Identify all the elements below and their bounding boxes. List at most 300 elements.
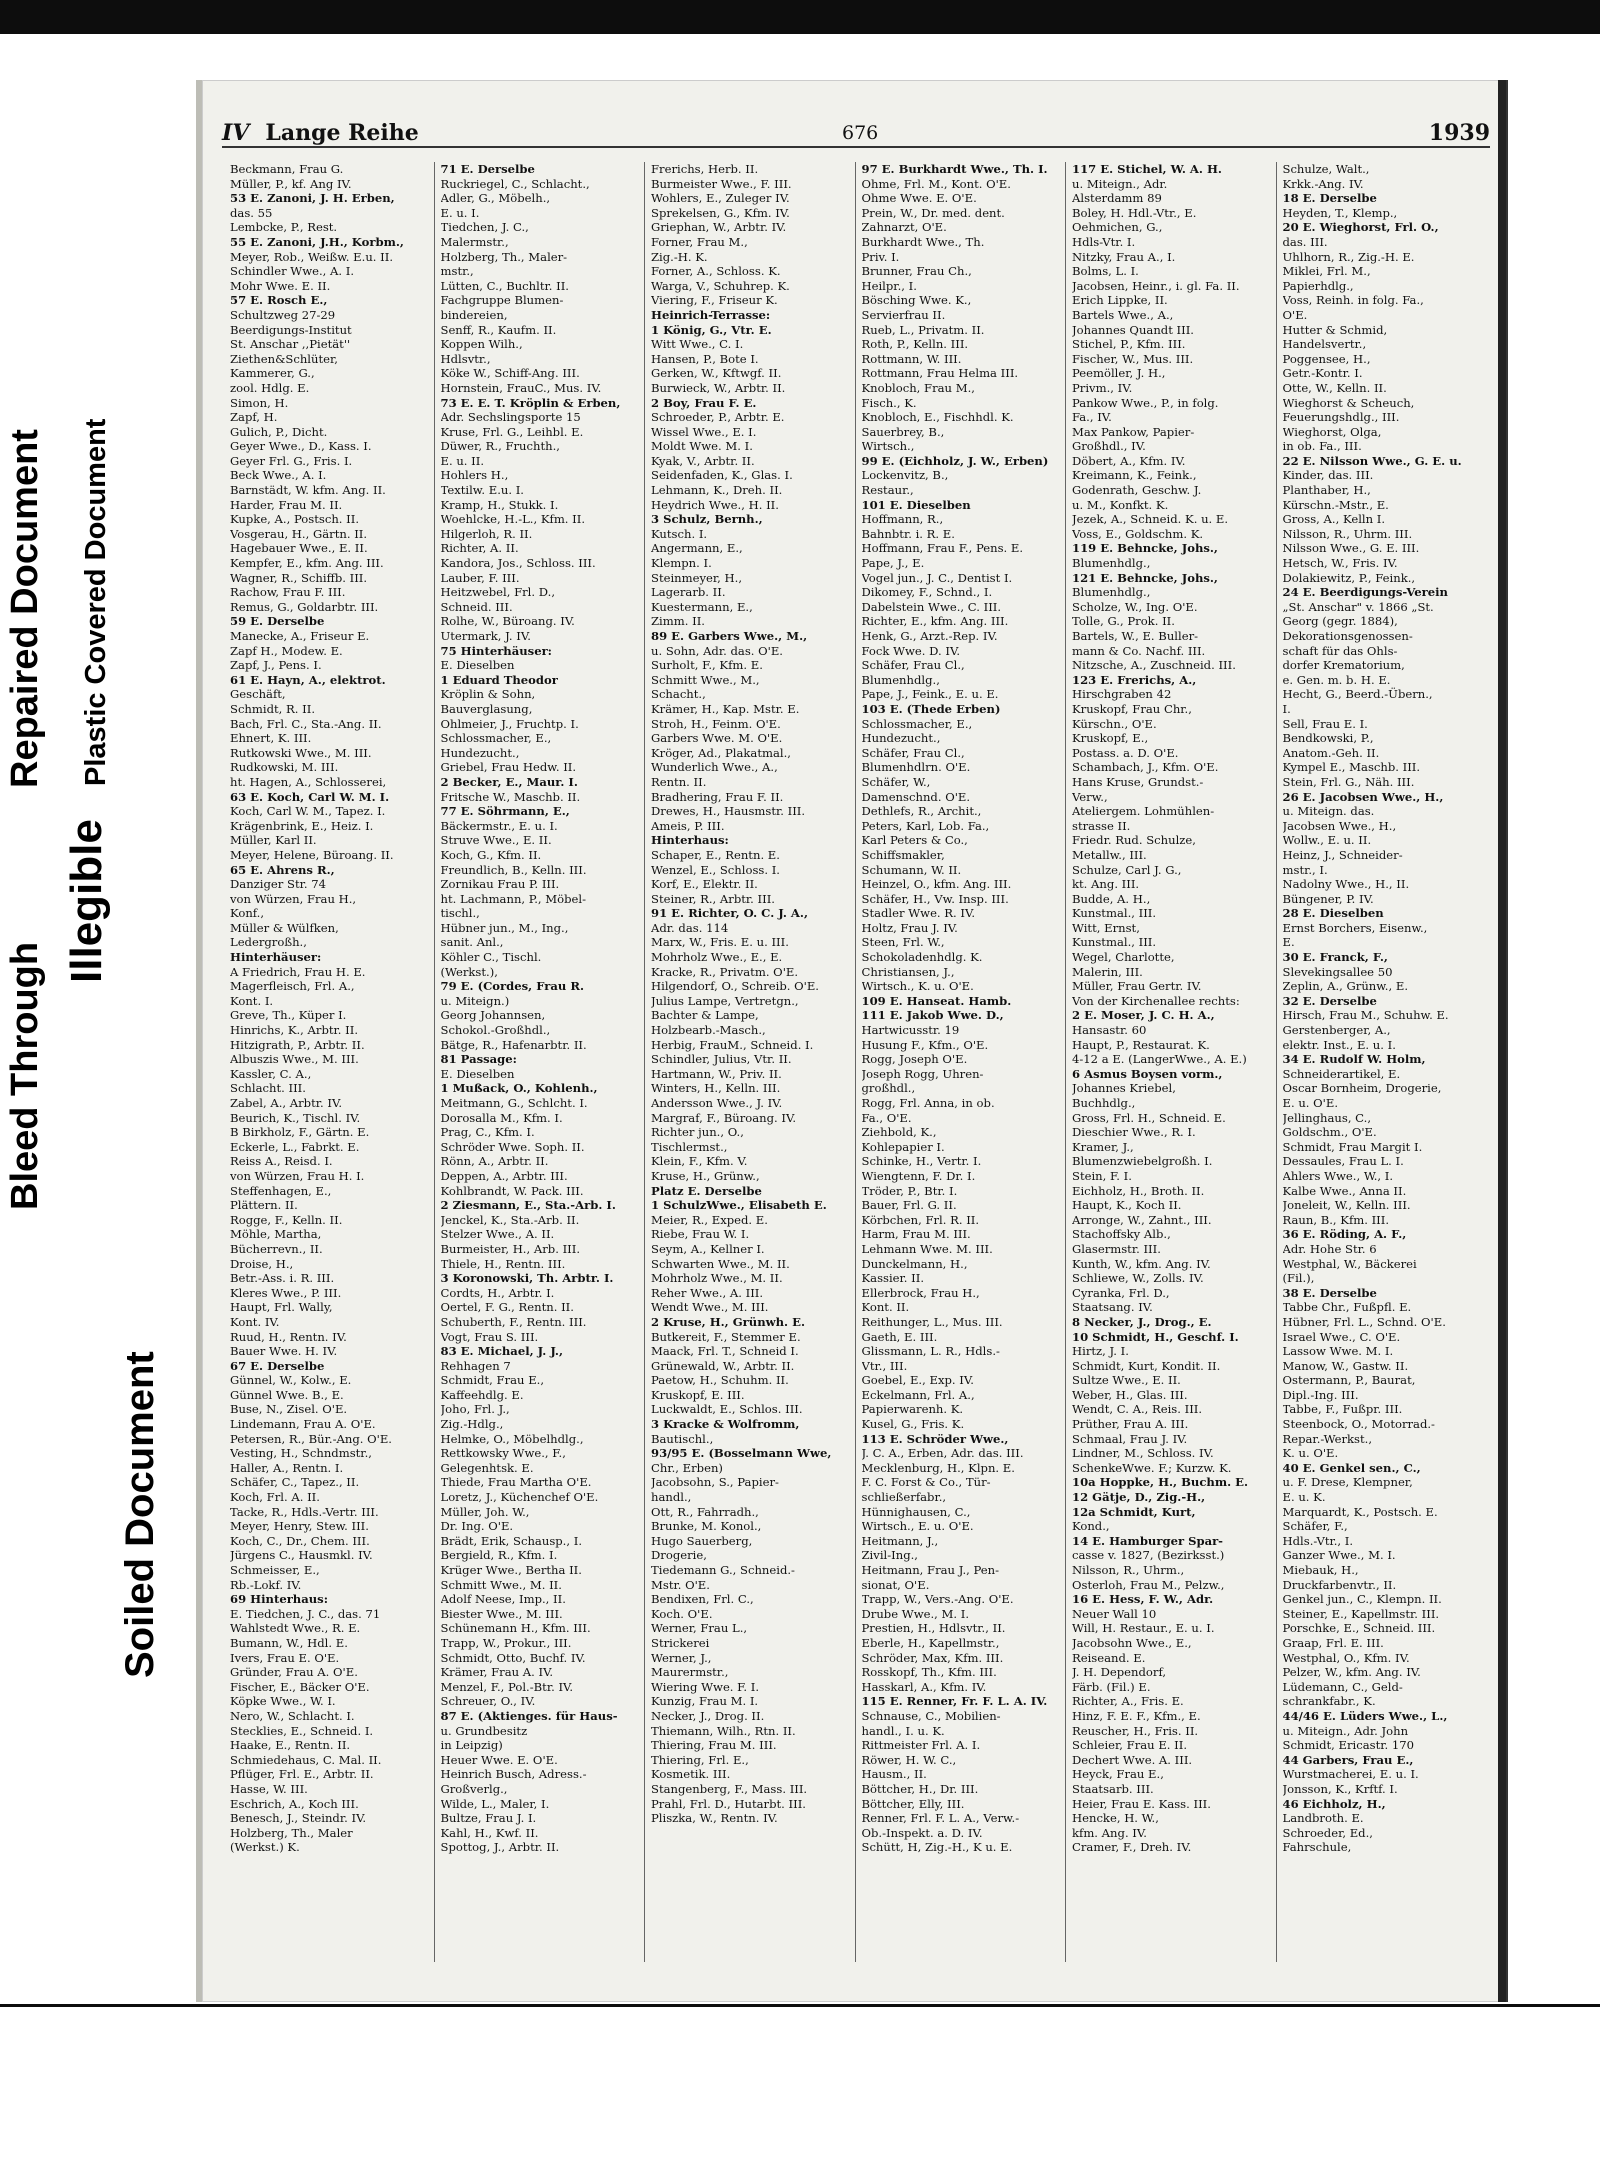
directory-entry: Heinrich Busch, Adress.-	[440, 1767, 587, 1782]
directory-entry: Hoffmann, Frau F., Pens. E.	[861, 541, 1024, 556]
directory-entry: Hencke, H. W.,	[1072, 1811, 1159, 1826]
directory-columns	[224, 162, 1486, 1962]
directory-entry: Holzberg, Th., Maler	[230, 1825, 353, 1840]
directory-entry: 14 E. Hamburger Spar-	[1072, 1533, 1223, 1548]
directory-entry: Heinzel, O., kfm. Ang. III.	[861, 877, 1012, 892]
directory-entry: Eschrich, A., Koch III.	[230, 1796, 359, 1811]
directory-entry: Hdls-Vtr. I.	[1072, 234, 1136, 249]
directory-entry: „St. Anschar" v. 1866 „St.	[1282, 599, 1434, 614]
directory-entry: Thiede, Frau Martha O'E.	[440, 1475, 592, 1490]
directory-entry: Thiering, Frau M. III.	[651, 1738, 777, 1753]
district-number: IV	[222, 120, 250, 146]
directory-entry: Chr., Erben)	[651, 1460, 723, 1475]
directory-entry: Jenckel, K., Sta.-Arb. II.	[440, 1212, 580, 1227]
directory-entry: Lehmann, K., Dreh. II.	[651, 483, 783, 498]
directory-entry: u. Miteign., Adr. John	[1282, 1723, 1409, 1738]
directory-entry: Verw.,	[1072, 789, 1108, 804]
directory-entry: Rönn, A., Arbtr. II.	[440, 1154, 549, 1169]
directory-entry: Beurich, K., Tischl. IV.	[230, 1110, 361, 1125]
directory-entry: E. u. II.	[440, 453, 485, 468]
directory-entry: 30 E. Franck, F.,	[1282, 950, 1388, 965]
directory-entry: Kleres Wwe., P. III.	[230, 1285, 342, 1300]
directory-entry: Poggensee, H.,	[1282, 351, 1371, 366]
directory-entry: Kramer, J.,	[1072, 1139, 1134, 1154]
directory-entry: 20 E. Wieghorst, Frl. O.,	[1282, 220, 1439, 235]
directory-entry: Fock Wwe. D. IV.	[861, 643, 961, 658]
directory-entry: Heinz, J., Schneider-	[1282, 847, 1403, 862]
directory-entry: Müller, P., kf. Ang IV.	[230, 176, 352, 191]
directory-entry: von Würzen, Frau H.,	[230, 891, 357, 906]
directory-entry: Heitmann, J.,	[861, 1533, 939, 1548]
directory-entry: Peters, Karl, Lob. Fa.,	[861, 818, 990, 833]
street-name: Lange Reihe	[265, 120, 419, 146]
directory-entry: u. M., Konfkt. K.	[1072, 497, 1169, 512]
directory-entry: Petersen, R., Bür.-Ang. O'E.	[230, 1431, 392, 1446]
directory-entry: Hoffmann, R.,	[861, 512, 944, 527]
directory-entry: Koch. O'E.	[651, 1606, 713, 1621]
directory-entry: Geyer Wwe., D., Kass. I.	[230, 439, 372, 454]
directory-entry: Thiele, H., Rentn. III.	[440, 1256, 566, 1271]
directory-entry: Peemöller, J. H.,	[1072, 366, 1166, 381]
directory-entry: Bergield, R., Kfm. I.	[440, 1548, 558, 1563]
directory-entry: Privm., IV.	[1072, 380, 1133, 395]
directory-entry: Magerfleisch, Frl. A.,	[230, 979, 355, 994]
directory-entry: Koppen Wilh.,	[440, 337, 523, 352]
directory-entry: Hünnighausen, C.,	[861, 1504, 971, 1519]
directory-entry: Trapp, W., Prokur., III.	[440, 1635, 572, 1650]
directory-entry: e. Gen. m. b. H. E.	[1282, 672, 1391, 687]
directory-entry: Pflüger, Frl. E., Arbtr. II.	[230, 1767, 374, 1782]
directory-entry: Rutkowski Wwe., M. III.	[230, 745, 372, 760]
directory-entry: Hasse, W. III.	[230, 1781, 308, 1796]
directory-entry: Adolf Neese, Imp., II.	[440, 1592, 566, 1607]
directory-entry: Bätge, R., Hafenarbtr. II.	[440, 1037, 587, 1052]
directory-entry: 93/95 E. (Bosselmann Wwe,	[651, 1446, 832, 1461]
directory-entry: O'E.	[1282, 307, 1308, 322]
directory-entry: Ostermann, P., Baurat,	[1282, 1373, 1416, 1388]
directory-entry: 26 E. Jacobsen Wwe., H.,	[1282, 789, 1444, 804]
directory-entry: Kympel E., Maschb. III.	[1282, 760, 1421, 775]
directory-entry: Kracke, R., Privatm. O'E.	[651, 964, 799, 979]
directory-entry: Fa., O'E.	[861, 1110, 912, 1125]
directory-entry: SchenkeWwe. F.; Kurzw. K.	[1072, 1460, 1232, 1475]
directory-entry: casse v. 1827, (Bezirksst.)	[1072, 1548, 1225, 1563]
directory-entry: Schmidt, R. II.	[230, 701, 316, 716]
directory-entry: Gaeth, E. III.	[861, 1329, 938, 1344]
directory-entry: Harm, Frau M. III.	[861, 1227, 971, 1242]
directory-entry: Moldt Wwe. M. I.	[651, 439, 753, 454]
directory-entry: Zabel, A., Arbtr. IV.	[230, 1096, 343, 1110]
directory-entry: Oertel, F. G., Rentn. II.	[440, 1300, 574, 1315]
directory-entry: 77 E. Söhrmann, E.,	[440, 804, 570, 819]
directory-entry: 109 E. Hanseat. Hamb.	[861, 993, 1012, 1008]
directory-entry: Erich Lippke, II.	[1072, 293, 1168, 308]
directory-entry: Slevekingsallee 50	[1282, 964, 1393, 979]
directory-entry: Wirtsch., E. u. O'E.	[861, 1519, 974, 1534]
directory-entry: Müller & Wülfken,	[230, 920, 339, 935]
directory-entry: Reiseand. E.	[1072, 1650, 1146, 1665]
directory-entry: Ziethen&Schlüter,	[230, 351, 338, 366]
directory-entry: E. u. K.	[1282, 1490, 1326, 1505]
directory-entry: 2 E. Moser, J. C. H. A.,	[1072, 1008, 1215, 1023]
directory-entry: Schliewe, W., Zolls. IV.	[1072, 1271, 1204, 1286]
directory-entry: Necker, J., Drog. II.	[651, 1708, 765, 1723]
directory-entry: Rehhagen 7	[440, 1358, 511, 1373]
directory-entry: Sultze Wwe., E. II.	[1072, 1373, 1181, 1388]
directory-entry: Dessaules, Frau L. I.	[1282, 1154, 1404, 1169]
directory-entry: Gerstenberger, A.,	[1282, 1023, 1391, 1038]
directory-entry: mann & Co. Nachf. III.	[1072, 643, 1206, 658]
directory-entry: Hirtz, J. I.	[1072, 1344, 1129, 1359]
directory-entry: Winters, H., Kelln. III.	[651, 1081, 781, 1096]
directory-entry: Kont. IV.	[230, 1314, 280, 1329]
directory-entry: Koch, C., Dr., Chem. III.	[230, 1533, 370, 1548]
directory-entry: Kramp, H., Stukk. I.	[440, 497, 559, 512]
directory-entry: 2 Boy, Frau F. E.	[651, 395, 757, 410]
directory-entry: Krämer, Frau A. IV.	[440, 1665, 554, 1680]
column-1	[224, 162, 434, 1962]
directory-entry: Heitmann, Frau J., Pen-	[861, 1563, 1000, 1577]
directory-entry: in Leipzig)	[440, 1738, 503, 1753]
directory-entry: 44 Garbers, Frau E.,	[1282, 1752, 1414, 1767]
directory-entry: 1 Mußack, O., Kohlenh.,	[440, 1081, 598, 1096]
directory-entry: Ziehbold, K.,	[861, 1125, 937, 1140]
directory-entry: Eichholz, H., Broth. II.	[1072, 1183, 1205, 1198]
directory-entry: Kohlbrandt, W. Pack. III.	[440, 1183, 584, 1198]
directory-entry: Werner, J.,	[651, 1650, 712, 1665]
directory-entry: A Friedrich, Frau H. E.	[230, 964, 366, 979]
directory-entry: Kond.,	[1072, 1519, 1110, 1534]
directory-entry: Christiansen, J.,	[861, 964, 955, 979]
directory-entry: u. Miteign.)	[440, 993, 510, 1008]
directory-entry: Hugo Sauerberg,	[651, 1533, 753, 1548]
directory-entry: Tolle, G., Prok. II.	[1072, 614, 1175, 629]
directory-entry: Arronge, W., Zahnt., III.	[1072, 1212, 1212, 1227]
directory-entry: Dipl.-Ing. III.	[1282, 1387, 1359, 1402]
directory-entry: Nilsson Wwe., G. E. III.	[1282, 541, 1420, 556]
directory-entry: Dethlefs, R., Archit.,	[861, 804, 982, 819]
directory-entry: 69 Hinterhaus:	[230, 1592, 328, 1607]
directory-entry: Bartels Wwe., A.,	[1072, 307, 1174, 322]
directory-entry: Hinterhaus:	[651, 833, 729, 848]
directory-entry: 91 E. Richter, O. C. J. A.,	[651, 906, 808, 921]
directory-entry: handl.,	[651, 1490, 692, 1505]
directory-entry: Bahnbtr. i. R. E.	[861, 526, 955, 541]
directory-entry: Hilgerloh, R. II.	[440, 526, 533, 541]
directory-entry: Schwarten Wwe., M. II.	[651, 1256, 790, 1271]
directory-entry: Genkel jun., C., Klempn. II.	[1282, 1592, 1442, 1607]
directory-entry: Beerdigungs-Institut	[230, 322, 352, 337]
directory-entry: Ott, R., Fahrradh.,	[651, 1504, 759, 1519]
directory-entry: Heyden, T., Klemp.,	[1282, 205, 1398, 220]
directory-entry: Stangenberg, F., Mass. III.	[651, 1781, 808, 1796]
directory-entry: Oehmichen, G.,	[1072, 220, 1163, 235]
directory-entry: Prag, C., Kfm. I.	[440, 1125, 535, 1140]
directory-entry: Spottog, J., Arbtr. II.	[440, 1840, 560, 1855]
directory-entry: Hansen, P., Bote I.	[651, 351, 759, 366]
directory-entry: 34 E. Rudolf W. Holm,	[1282, 1052, 1426, 1067]
directory-entry: 1 König, G., Vtr. E.	[651, 322, 772, 337]
directory-entry: 1 SchulzWwe., Elisabeth E.	[651, 1198, 827, 1213]
directory-entry: Schokol.-Großhdl.,	[440, 1023, 551, 1038]
directory-entry: 3 Koronowski, Th. Arbtr. I.	[440, 1271, 614, 1286]
directory-entry: Eckelmann, Frl. A.,	[861, 1387, 975, 1402]
directory-entry: Bösching Wwe. K.,	[861, 293, 972, 308]
directory-entry: Haupt, Frl. Wally,	[230, 1300, 333, 1315]
directory-entry: Rb.-Lokf. IV.	[230, 1577, 302, 1592]
directory-entry: Schindler Wwe., A. I.	[230, 264, 355, 279]
directory-entry: Anatom.-Geh. II.	[1282, 745, 1380, 760]
directory-entry: schrankfabr., K.	[1282, 1694, 1376, 1709]
directory-entry: Prahl, Frl. D., Hutarbt. III.	[651, 1796, 806, 1811]
directory-entry: Bautischl.,	[651, 1431, 714, 1446]
directory-entry: 44/46 E. Lüders Wwe., L.,	[1282, 1708, 1448, 1723]
directory-entry: Hutter & Schmid,	[1282, 322, 1388, 337]
directory-entry: Holzbearb.-Masch.,	[651, 1023, 766, 1038]
directory-entry: strasse II.	[1072, 818, 1131, 833]
directory-entry: Ohme Wwe. E. O'E.	[861, 191, 977, 206]
directory-entry: Kruse, Frl. G., Leihbl. E.	[440, 424, 584, 439]
directory-entry: Schiffsmakler,	[861, 847, 945, 862]
directory-entry: Brunner, Frau Ch.,	[861, 264, 972, 279]
directory-entry: Dikomey, F., Schnd., I.	[861, 585, 993, 600]
directory-entry: Alsterdamm 89	[1072, 191, 1162, 206]
directory-entry: Bartels, W., E. Buller-	[1072, 629, 1199, 643]
directory-entry: J. H. Dependorf,	[1072, 1665, 1167, 1680]
directory-entry: u. Grundbesitz	[440, 1723, 528, 1738]
directory-entry: Wunderlich Wwe., A.,	[651, 760, 778, 775]
directory-entry: Bach, Frl. C., Sta.-Ang. II.	[230, 716, 382, 731]
directory-page	[196, 80, 1508, 2002]
directory-entry: Landbroth. E.	[1282, 1811, 1364, 1826]
directory-entry: Friedr. Rud. Schulze,	[1072, 833, 1196, 848]
directory-entry: Hornstein, FrauC., Mus. IV.	[440, 380, 602, 395]
directory-entry: Kyak, V., Arbtr. II.	[651, 453, 755, 468]
directory-entry: Hans Kruse, Grundst.-	[1072, 774, 1204, 789]
directory-entry: Helmke, O., Möbelhdlg.,	[440, 1431, 584, 1446]
directory-entry: Rachow, Frau F. III.	[230, 585, 346, 600]
directory-entry: Krkk.-Ang. IV.	[1282, 176, 1364, 191]
directory-entry: 22 E. Nilsson Wwe., G. E. u.	[1282, 453, 1462, 468]
directory-entry: Bauverglasung,	[440, 701, 533, 716]
directory-entry: 18 E. Derselbe	[1282, 191, 1377, 206]
directory-entry: Schmitt Wwe., M.,	[651, 672, 760, 687]
directory-entry: Benesch, J., Steindr. IV.	[230, 1811, 367, 1826]
directory-entry: Schmidt, Kurt, Kondit. II.	[1072, 1358, 1221, 1373]
directory-entry: Damenschnd. O'E.	[861, 789, 971, 804]
directory-entry: Fritsche W., Maschb. II.	[440, 789, 581, 804]
directory-entry: Utermark, J. IV.	[440, 629, 531, 643]
directory-entry: Boley, H. Hdl.-Vtr., E.	[1072, 205, 1197, 220]
directory-entry: Georg (gegr. 1884),	[1282, 614, 1398, 629]
directory-entry: Restaur.,	[861, 483, 914, 498]
directory-entry: Schlacht. III.	[230, 1081, 306, 1096]
directory-entry: 6 Asmus Boysen vorm.,	[1072, 1066, 1223, 1081]
directory-entry: Haller, A., Rentn. I.	[230, 1460, 344, 1475]
directory-entry: Schneiderartikel, E.	[1282, 1066, 1401, 1081]
directory-entry: 38 E. Derselbe	[1282, 1285, 1377, 1300]
directory-entry: handl., I. u. K.	[861, 1723, 945, 1738]
directory-entry: u. Miteign. das.	[1282, 804, 1375, 819]
directory-entry: F. C. Forst & Co., Tür-	[861, 1475, 991, 1490]
directory-entry: Gross, A., Kelln I.	[1282, 512, 1386, 527]
directory-entry: zool. Hdlg. E.	[230, 380, 310, 395]
directory-entry: Servierfrau II.	[861, 307, 946, 322]
directory-entry: Schneid. III.	[440, 599, 513, 614]
directory-entry: Lagerarb. II.	[651, 585, 726, 600]
directory-entry: Kunstmal., III.	[1072, 935, 1157, 950]
directory-entry: Schmitt Wwe., M. II.	[440, 1577, 562, 1592]
directory-entry: Julius Lampe, Vertretgn.,	[651, 993, 799, 1008]
directory-entry: Blumenhdlrn. O'E.	[861, 760, 971, 775]
directory-entry: u. F. Drese, Klempner,	[1282, 1475, 1413, 1490]
directory-entry: Müller, Karl II.	[230, 833, 317, 848]
directory-entry: Tabbe Chr., Fußpfl. E.	[1282, 1300, 1412, 1315]
directory-entry: Reuscher, H., Fris. II.	[1072, 1723, 1199, 1738]
directory-entry: J. C. A., Erben, Adr. das. III.	[861, 1446, 1024, 1461]
directory-entry: Rottmann, Frau Helma III.	[861, 366, 1019, 381]
directory-entry: Tiedemann G., Schneid.-	[651, 1563, 795, 1577]
next-page-sliver	[1506, 80, 1600, 2002]
directory-entry: (Werkst.) K.	[230, 1840, 300, 1855]
directory-entry: Großhdl., IV.	[1072, 439, 1146, 454]
directory-entry: St. Anschar ,,Pietät''	[230, 337, 351, 352]
directory-entry: Körbchen, Frl. R. II.	[861, 1212, 980, 1227]
directory-entry: Vogt, Frau S. III.	[440, 1329, 539, 1344]
directory-entry: Heinrich-Terrasse:	[651, 307, 771, 322]
directory-entry: Schröder Wwe. Soph. II.	[440, 1139, 585, 1154]
directory-entry: Bultze, Frau J. I.	[440, 1811, 537, 1826]
directory-entry: Wieghorst & Scheuch,	[1282, 395, 1415, 410]
directory-entry: Garbers Wwe. M. O'E.	[651, 731, 783, 746]
directory-entry: Schlossmacher, E.,	[440, 731, 552, 746]
directory-entry: Goldschm., O'E.	[1282, 1125, 1377, 1140]
directory-entry: Steffenhagen, E.,	[230, 1183, 332, 1198]
directory-entry: Heuer Wwe. E. O'E.	[440, 1752, 558, 1767]
directory-entry: Pankow Wwe., P., in folg.	[1072, 395, 1219, 410]
directory-entry: Voss, E., Goldschm. K.	[1072, 526, 1204, 541]
directory-entry: Bauer Wwe. H. IV.	[230, 1344, 338, 1359]
directory-entry: Rudkowski, M. III.	[230, 760, 339, 775]
directory-entry: 67 E. Derselbe	[230, 1358, 325, 1373]
directory-entry: Stichel, P., Kfm. III.	[1072, 337, 1186, 352]
directory-entry: Hitzigrath, P., Arbtr. II.	[230, 1037, 365, 1052]
directory-entry: mstr.,	[440, 264, 474, 279]
column-4	[855, 162, 1066, 1962]
directory-entry: 1 Eduard Theodor	[440, 672, 558, 687]
directory-entry: Jürgens C., Hausmkl. IV.	[230, 1548, 373, 1563]
directory-entry: Betr.-Ass. i. R. III.	[230, 1271, 335, 1286]
directory-entry: Griephan, W., Arbtr. IV.	[651, 220, 787, 235]
directory-entry: Bendixen, Frl. C.,	[651, 1592, 754, 1607]
directory-entry: Holtz, Frau J. IV.	[861, 920, 958, 935]
directory-entry: Platz E. Derselbe	[651, 1183, 762, 1198]
directory-entry: Osterloh, Frau M., Pelzw.,	[1072, 1577, 1225, 1592]
directory-entry: Schlossmacher, E.,	[861, 716, 973, 731]
directory-entry: Richter, A. II.	[440, 541, 519, 556]
directory-entry: Hinrichs, K., Arbtr. II.	[230, 1023, 359, 1038]
directory-entry: Schäfer, F.,	[1282, 1519, 1348, 1534]
directory-entry: Gulich, P., Dicht.	[230, 424, 328, 439]
directory-entry: 2 Kruse, H., Grünwh. E.	[651, 1314, 805, 1329]
directory-entry: Priv. I.	[861, 249, 900, 264]
directory-entry: 101 E. Dieselben	[861, 497, 971, 512]
directory-entry: Feuerungshdlg., III.	[1282, 410, 1400, 425]
directory-entry: 99 E. (Eichholz, J. W., Erben)	[861, 453, 1049, 468]
directory-entry: ht. Lachmann, P., Möbel-	[440, 891, 587, 906]
directory-entry: Tabbe, F., Fußpr. III.	[1282, 1402, 1403, 1417]
directory-entry: 2 Ziesmann, E., Sta.-Arb. I.	[440, 1198, 616, 1213]
directory-entry: Plättern. II.	[230, 1198, 298, 1213]
directory-entry: 40 E. Genkel sen., C.,	[1282, 1460, 1421, 1475]
directory-entry: u. Miteign., Adr.	[1072, 176, 1168, 191]
directory-entry: sionat, O'E.	[861, 1577, 930, 1592]
directory-entry: Reher Wwe., A. III.	[651, 1285, 764, 1300]
directory-entry: Seym, A., Kellner I.	[651, 1241, 765, 1256]
directory-entry: 53 E. Zanoni, J. H. Erben,	[230, 191, 395, 206]
directory-entry: das. III.	[1282, 234, 1328, 249]
directory-entry: Schäfer, C., Tapez., II.	[230, 1475, 360, 1490]
directory-entry: Trapp, W., Vers.-Ang. O'E.	[861, 1592, 1014, 1607]
directory-entry: Schmeisser, E.,	[230, 1563, 320, 1577]
directory-entry: Lockenvitz, B.,	[861, 468, 949, 483]
column-5	[1065, 162, 1276, 1962]
directory-entry: E. Tiedchen, J. C., das. 71	[230, 1606, 381, 1621]
directory-entry: Westphal, W., Bäckerei	[1282, 1256, 1417, 1271]
directory-entry: Gross, Frl. H., Schneid. E.	[1072, 1110, 1226, 1125]
directory-entry: Meyer, Henry, Stew. III.	[230, 1519, 369, 1534]
directory-entry: Buse, N., Zisel. O'E.	[230, 1402, 348, 1417]
directory-entry: Sauerbrey, B.,	[861, 424, 945, 439]
directory-entry: Prein, W., Dr. med. dent.	[861, 205, 1005, 220]
directory-entry: Adler, G., Möbelh.,	[440, 191, 551, 206]
directory-entry: Karl Peters & Co.,	[861, 833, 968, 848]
directory-entry: 113 E. Schröder Wwe.,	[861, 1431, 1009, 1446]
directory-entry: Korf, E., Elektr. II.	[651, 877, 758, 892]
directory-entry: Möhle, Martha,	[230, 1227, 322, 1242]
directory-entry: Wissel Wwe., E. I.	[651, 424, 757, 439]
directory-entry: Geschäft,	[230, 687, 286, 702]
directory-entry: Blumenhdlg.,	[1072, 556, 1151, 571]
directory-entry: Miebauk, H.,	[1282, 1563, 1359, 1577]
directory-entry: Deppen, A., Arbtr. III.	[440, 1168, 568, 1183]
directory-entry: Joseph Rogg, Uhren-	[861, 1066, 984, 1081]
directory-entry: Kutsch. I.	[651, 526, 708, 541]
directory-entry: Druckfarbenvtr., II.	[1282, 1577, 1397, 1592]
directory-entry: Köke W., Schiff-Ang. III.	[440, 366, 580, 381]
directory-entry: 10 Schmidt, H., Geschf. I.	[1072, 1329, 1239, 1344]
directory-entry: Fisch., K.	[861, 395, 917, 410]
label-bleed-through: Bleed Through	[4, 941, 46, 1210]
directory-entry: großhdl.,	[861, 1081, 916, 1096]
directory-entry: Lembcke, P., Rest.	[230, 220, 338, 235]
directory-entry: Steenbock, O., Motorrad.-	[1282, 1417, 1435, 1432]
directory-entry: Zig.-H. K.	[651, 249, 708, 264]
directory-entry: Johannes Quandt III.	[1072, 322, 1194, 337]
directory-entry: Vosgerau, H., Gärtn. II.	[230, 526, 368, 541]
directory-entry: Scholze, W., Ing. O'E.	[1072, 599, 1198, 614]
directory-entry: Pliszka, W., Rentn. IV.	[651, 1811, 778, 1826]
directory-entry: Israel Wwe., C. O'E.	[1282, 1329, 1401, 1344]
directory-entry: Cramer, F., Dreh. IV.	[1072, 1840, 1192, 1855]
directory-entry: Wurstmacherei, E. u. I.	[1282, 1767, 1419, 1782]
directory-entry: (Fil.),	[1282, 1271, 1315, 1286]
directory-entry: Glissmann, L. R., Hdls.-	[861, 1344, 1000, 1359]
directory-entry: Neuer Wall 10	[1072, 1606, 1157, 1621]
directory-entry: Schmidt, Ericastr. 170	[1282, 1738, 1415, 1753]
directory-entry: Freundlich, B., Kelln. III.	[440, 862, 587, 877]
directory-entry: Koch, G., Kfm. II.	[440, 847, 542, 862]
